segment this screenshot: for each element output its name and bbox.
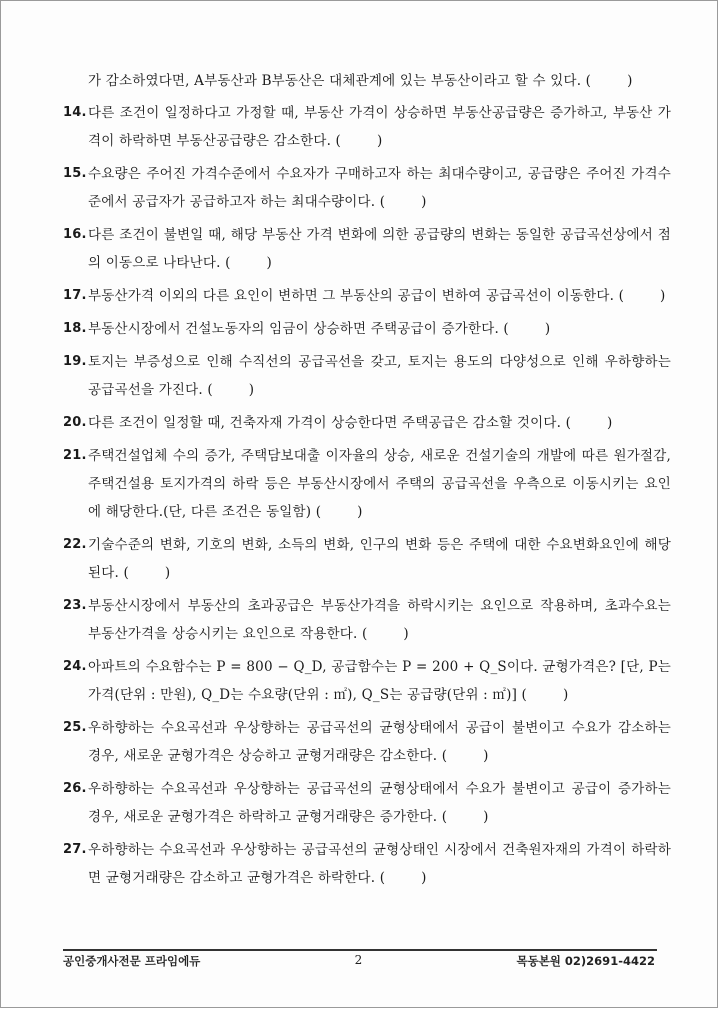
question-number: 22. (63, 537, 87, 552)
question-item (63, 221, 671, 277)
question-text: 수요량은 주어진 가격수준에서 수요자가 구매하고자 하는 최대수량이고, 공급량은 주어진 가격수준에서 공급자가 공급하고자 하는 최대수량이다. ( ) (88, 166, 671, 210)
question-text: 부동산시장에서 건설노동자의 임금이 상승하면 주택공급이 증가한다. ( ) (88, 321, 551, 337)
question-number: 26. (63, 781, 87, 796)
question-list (63, 67, 671, 897)
question-item (63, 282, 671, 310)
question-item (63, 592, 671, 648)
continued-text: 가 감소하였다면, A부동산과 B부동산은 대체관계에 있는 부동산이라고 할 수 있다. ( ) (88, 73, 633, 89)
question-number: 21. (63, 448, 87, 463)
question-number: 24. (63, 659, 87, 674)
page-footer (63, 953, 655, 969)
question-text: 다른 조건이 일정하다고 가정할 때, 부동산 가격이 상승하면 부동산공급량은 증가하고, 부동산 가격이 하락하면 부동산공급량은 감소한다. ( ) (88, 105, 671, 149)
question-text: 토지는 부증성으로 인해 수직선의 공급곡선을 갖고, 토지는 용도의 다양성으로 인해 우하향하는 공급곡선을 가진다. ( ) (88, 354, 671, 398)
question-item (63, 714, 671, 770)
question-text: 다른 조건이 일정할 때, 건축자재 가격이 상승한다면 주택공급은 감소할 것이다. ( ) (88, 415, 613, 431)
question-text: 기술수준의 변화, 기호의 변화, 소득의 변화, 인구의 변화 등은 주택에 대한 수요변화요인에 해당된다. ( ) (88, 537, 671, 581)
question-number: 16. (63, 227, 87, 242)
question-number: 14. (63, 105, 87, 120)
question-item (63, 315, 671, 343)
question-number: 23. (63, 598, 87, 613)
question-text: 다른 조건이 불변일 때, 해당 부동산 가격 변화에 의한 공급량의 변화는 동일한 공급곡선상에서 점의 이동으로 나타난다. ( ) (88, 227, 671, 271)
question-item (63, 836, 671, 892)
question-number: 20. (63, 415, 87, 430)
footer-contact: 목동본원 02)2691-4422 (516, 954, 655, 968)
question-text: 우하향하는 수요곡선과 우상향하는 공급곡선의 균형상태인 시장에서 건축원자재의 가격이 하락하면 균형거래량은 감소하고 균형가격은 하락한다. ( ) (88, 842, 671, 886)
question-number: 17. (63, 288, 87, 303)
footer-divider (63, 949, 657, 951)
question-number: 27. (63, 842, 87, 857)
question-number: 19. (63, 354, 87, 369)
question-text: 우하향하는 수요곡선과 우상향하는 공급곡선의 균형상태에서 수요가 불변이고 공급이 증가하는 경우, 새로운 균형가격은 하락하고 균형거래량은 증가한다. ( ) (88, 781, 671, 825)
page-number: 2 (354, 953, 363, 967)
question-text: 주택건설업체 수의 증가, 주택담보대출 이자율의 상승, 새로운 건설기술의 개발에 따른 원가절감, 주택건설용 토지가격의 하락 등은 부동산시장에서 주택의 공급곡선을 우측으로 이동시키는 요인에 해당한다.(단, 다른 조건은 동일함) ( ) (88, 448, 671, 520)
question-item (63, 653, 671, 709)
question-text: 우하향하는 수요곡선과 우상향하는 공급곡선의 균형상태에서 공급이 불변이고 수요가 감소하는 경우, 새로운 균형가격은 상승하고 균형거래량은 감소한다. ( ) (88, 720, 671, 764)
question-text: 부동산시장에서 부동산의 초과공급은 부동산가격을 하락시키는 요인으로 작용하며, 초과수요는 부동산가격을 상승시키는 요인으로 작용한다. ( ) (88, 598, 671, 642)
question-item (63, 99, 671, 155)
question-number: 18. (63, 321, 87, 336)
footer-publisher: 공인중개사전문 프라임에듀 (63, 954, 201, 968)
question-item (63, 442, 671, 526)
question-text: 부동산가격 이외의 다른 요인이 변하면 그 부동산의 공급이 변하여 공급곡선이 이동한다. ( ) (88, 288, 666, 304)
question-number: 25. (63, 720, 87, 735)
question-item (63, 409, 671, 437)
question-item (63, 775, 671, 831)
question-text: 아파트의 수요함수는 P = 800 − Q_D, 공급함수는 P = 200 + Q_S이다. 균형가격은? [단, P는 가격(단위 : 만원), Q_D는 수요량(단위 : ㎡), Q_S는 공급량(단위 : ㎡)] ( ) (88, 659, 671, 703)
question-item (63, 348, 671, 404)
question-item (63, 531, 671, 587)
question-number: 15. (63, 166, 87, 181)
question-item (63, 160, 671, 216)
